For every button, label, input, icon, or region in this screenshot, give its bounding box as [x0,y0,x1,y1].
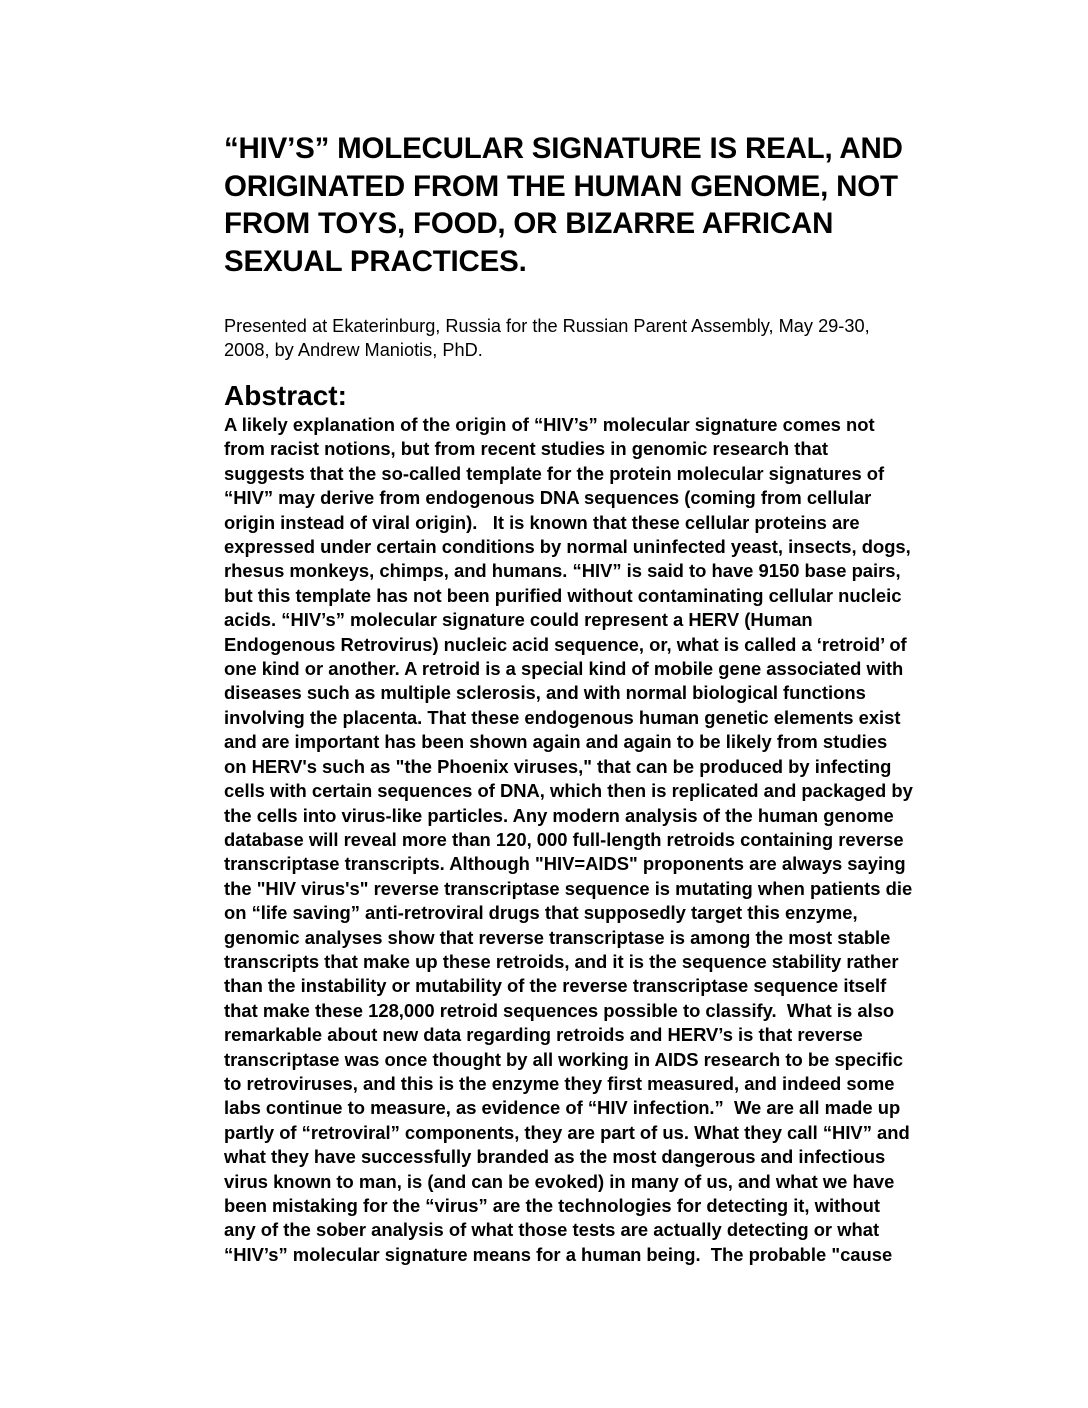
abstract-line: transcriptase transcripts. Although "HIV=AIDS" proponents are always saying [224,853,906,875]
abstract-line: “HIV” may derive from endogenous DNA sequences (coming from cellular [224,487,872,509]
abstract-line: been mistaking for the “virus” are the technologies for detecting it, without [224,1195,881,1216]
presentation-note-line: 2008, by Andrew Maniotis, PhD. [224,340,483,360]
abstract-line: from racist notions, but from recent studies in genomic research that [224,438,828,460]
abstract-line: “HIV’s” molecular signature means for a human being. The probable "cause [224,1243,893,1265]
abstract-line: A likely explanation of the origin of “HIV’s” molecular signature comes not [224,414,875,435]
abstract-line: one kind or another. A retroid is a special kind of mobile gene associated with [224,658,904,680]
abstract-line: than the instability or mutability of the reverse transcriptase sequence itself [224,975,887,997]
abstract-line: partly of “retroviral” components, they are part of us. What they call “HIV” and [224,1121,910,1143]
document-content [224,130,1036,1267]
abstract-line: involving the placenta. That these endogenous human genetic elements exist [224,706,901,728]
abstract-line: genomic analyses show that reverse transcriptase is among the most stable [224,926,891,948]
abstract-line: transcripts that make up these retroids, and it is the sequence stability rather [224,950,899,972]
title-line: SEXUAL PRACTICES. [224,244,527,278]
presentation-note [224,314,1036,362]
abstract-line: any of the sober analysis of what those tests are actually detecting or what [224,1219,880,1241]
abstract-body [224,413,1036,1267]
abstract-line: suggests that the so-called template for the protein molecular signatures of [224,462,885,484]
abstract-line: on “life saving” anti-retroviral drugs that supposedly target this enzyme, [224,902,858,924]
title-line: FROM TOYS, FOOD, OR BIZARRE AFRICAN [224,207,834,240]
abstract-line: diseases such as multiple sclerosis, and with normal biological functions [224,682,866,704]
abstract-line: the cells into virus-like particles. Any modern analysis of the human genome [224,804,894,826]
abstract-line: virus known to man, is (and can be evoked) in many of us, and what we have [224,1170,895,1192]
title-line: “HIV’S” MOLECULAR SIGNATURE IS REAL, AND [224,132,903,165]
abstract-line: labs continue to measure, as evidence of “HIV infection.” We are all made up [224,1097,901,1119]
abstract-line: the "HIV virus's" reverse transcriptase sequence is mutating when patients die [224,877,913,899]
abstract-line: cells with certain sequences of DNA, which then is replicated and packaged by [224,780,913,802]
document-title [224,130,1036,280]
title-line: ORIGINATED FROM THE HUMAN GENOME, NOT [224,169,898,203]
abstract-line: what they have successfully branded as the most dangerous and infectious [224,1146,886,1168]
abstract-line: that make these 128,000 retroid sequences possible to classify. What is also [224,999,895,1021]
abstract-line: to retroviruses, and this is the enzyme they first measured, and indeed some [224,1072,895,1094]
abstract-line: rhesus monkeys, chimps, and humans. “HIV” is said to have 9150 base pairs, [224,560,901,582]
abstract-line: Endogenous Retrovirus) nucleic acid sequence, or, what is called a ‘retroid’ of [224,633,907,655]
abstract-heading: Abstract: [224,380,347,411]
abstract-line: origin instead of viral origin). It is known that these cellular proteins are [224,511,860,533]
abstract-line: database will reveal more than 120, 000 full-length retroids containing reverse [224,828,904,850]
abstract-line: and are important has been shown again and again to be likely from studies [224,731,888,753]
abstract-line: expressed under certain conditions by normal uninfected yeast, insects, dogs, [224,536,911,558]
abstract-line: transcriptase was once thought by all working in AIDS research to be specific [224,1048,903,1070]
abstract-line: remarkable about new data regarding retroids and HERV’s is that reverse [224,1024,863,1046]
presentation-note-line: Presented at Ekaterinburg, Russia for the Russian Parent Assembly, May 29-30, [224,316,870,336]
abstract-line: but this template has not been purified without contaminating cellular nucleic [224,584,902,606]
abstract-line: acids. “HIV’s” molecular signature could represent a HERV (Human [224,609,813,631]
abstract-line: on HERV's such as "the Phoenix viruses," that can be produced by infecting [224,755,892,777]
